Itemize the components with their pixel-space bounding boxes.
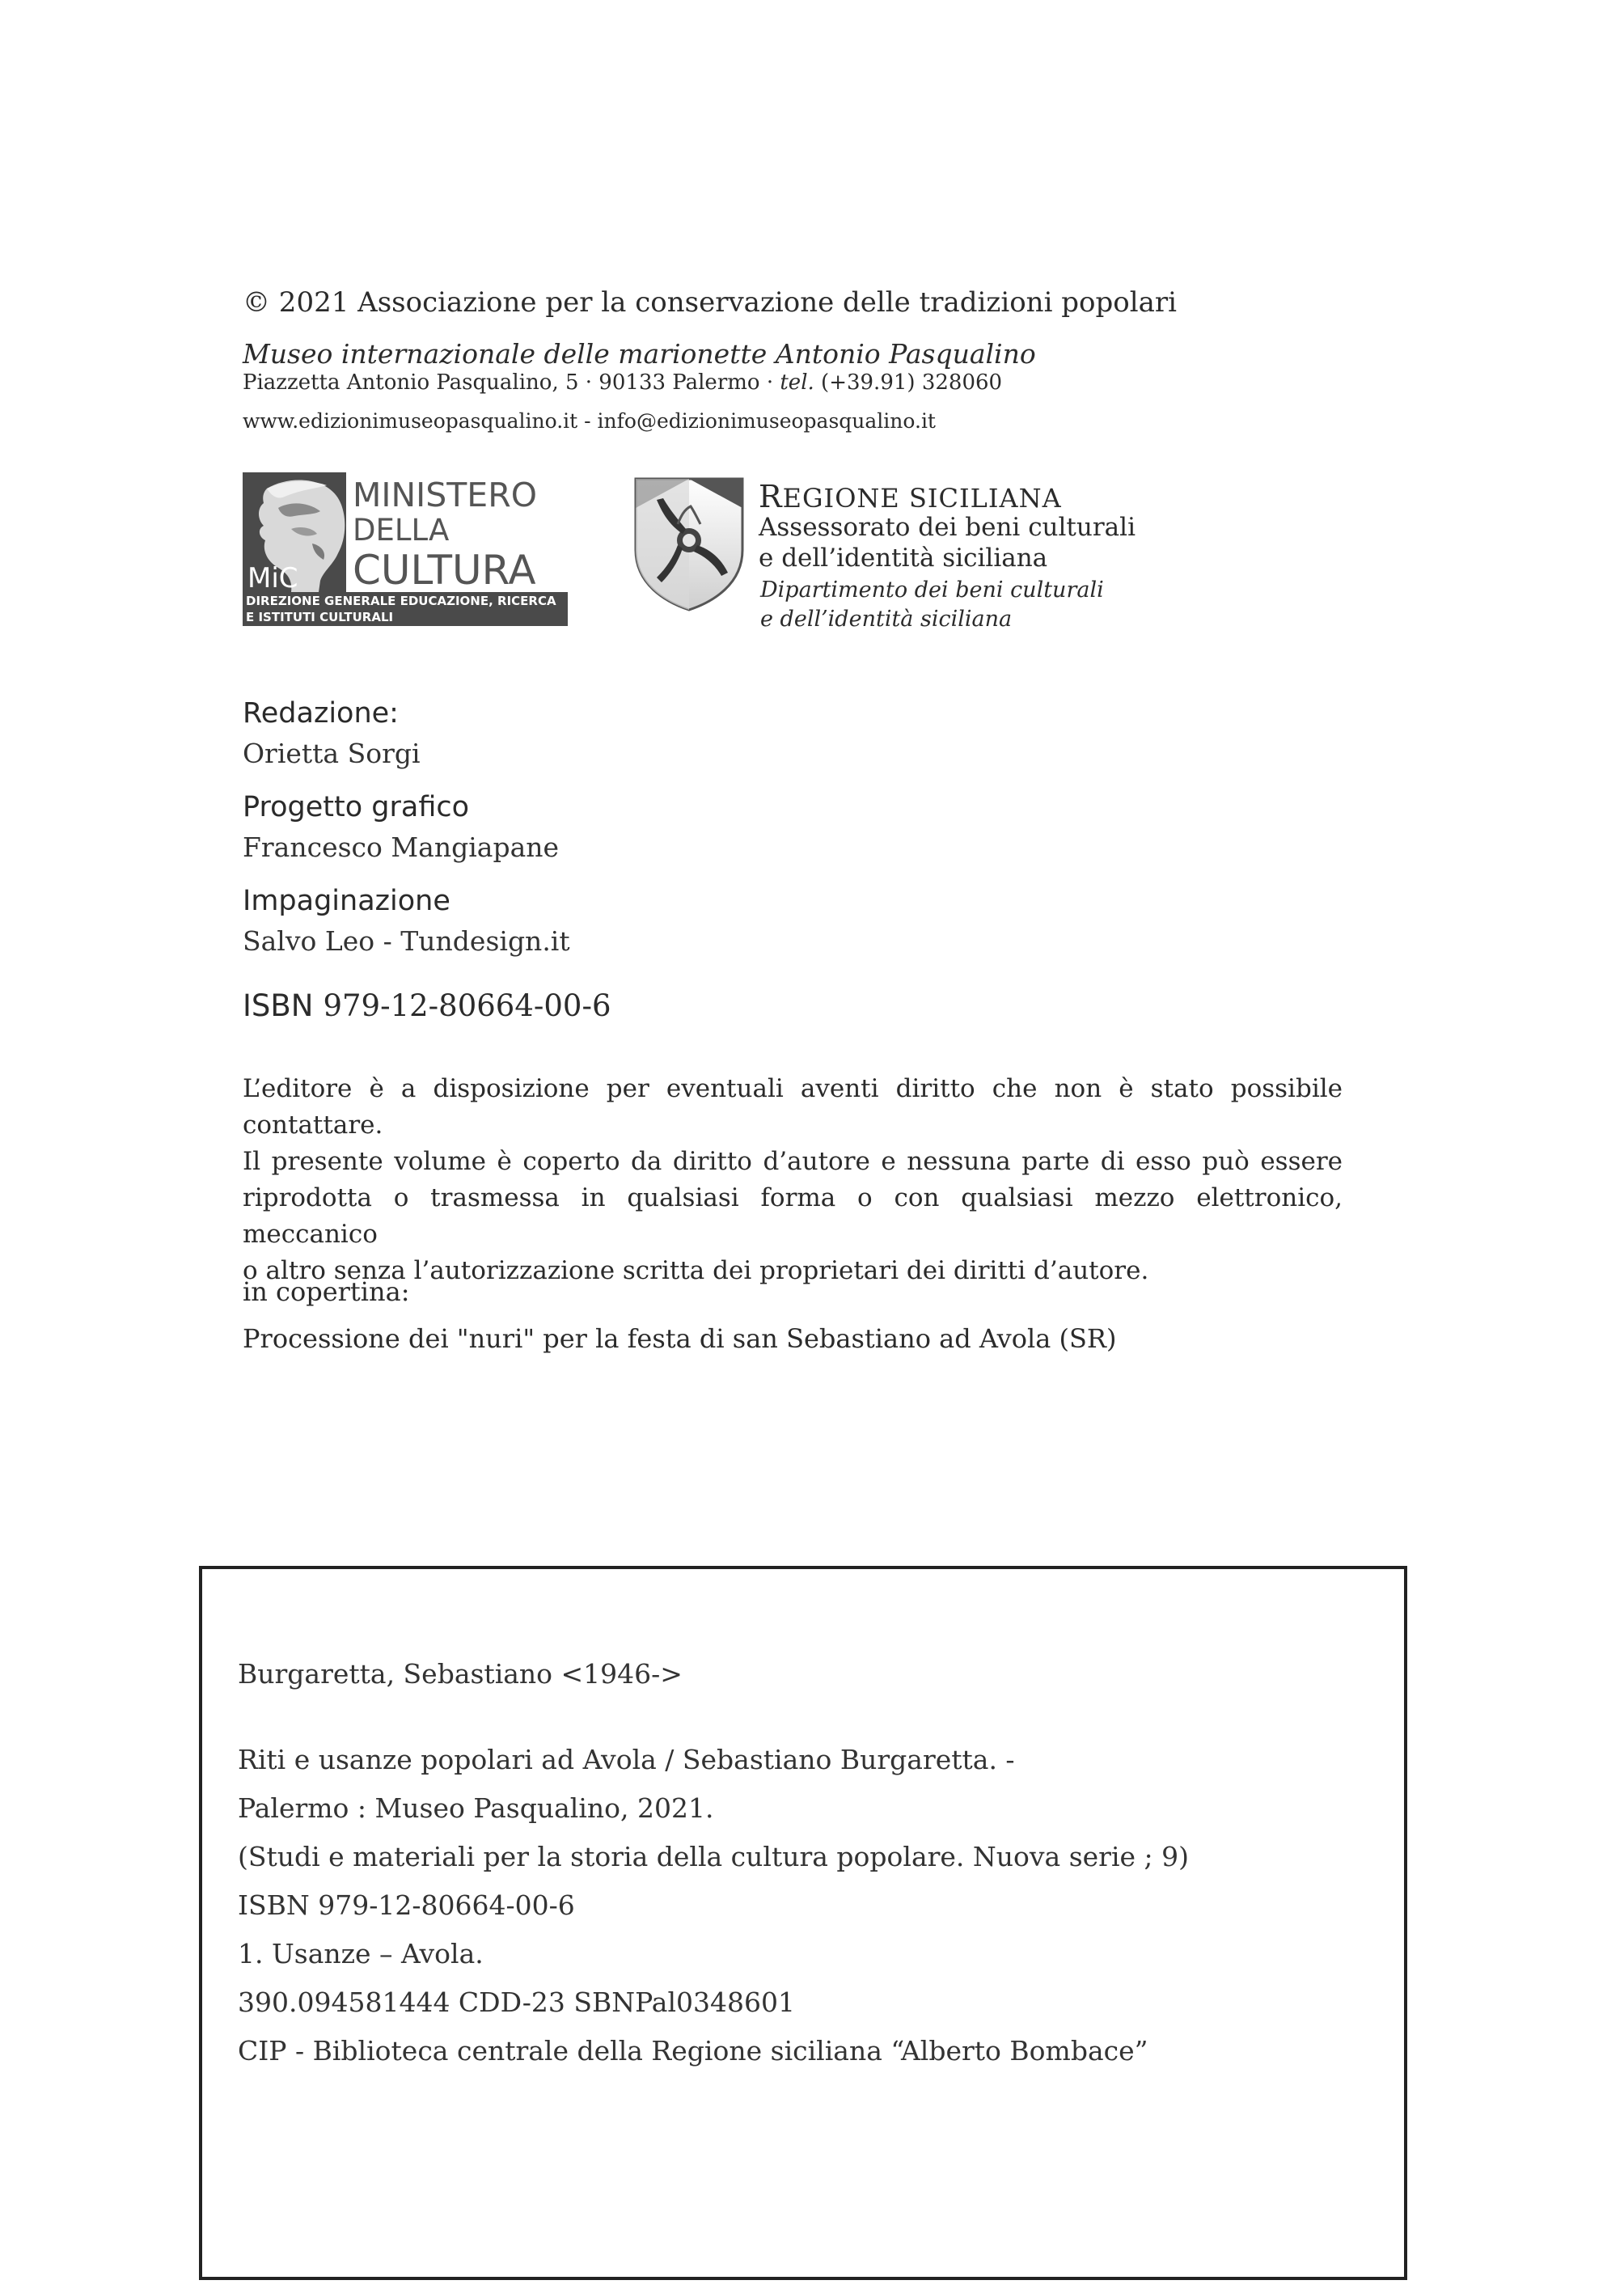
address-text: Piazzetta Antonio Pasqualino, 5 · 90133 Palermo ·: [243, 370, 780, 395]
regione-dipartimento: Dipartimento dei beni culturali: [760, 577, 1104, 603]
impaginazione-label: Impaginazione: [243, 885, 450, 917]
museum-address: [243, 370, 1002, 395]
trinacria-crest-icon: [632, 476, 746, 613]
cip-publisher: Palermo : Museo Pasqualino, 2021.: [238, 1792, 714, 1824]
mic-logo: [243, 472, 568, 626]
regione-title-initial: R: [759, 479, 783, 514]
cip-isbn: ISBN 979-12-80664-00-6: [238, 1889, 575, 1921]
cover-label: in copertina:: [243, 1276, 410, 1307]
museum-name: Museo internazionale delle marionette Antonio Pasqualino: [243, 338, 1036, 370]
regione-assessorato: Assessorato dei beni culturali: [759, 513, 1136, 542]
mic-line2: DELLA: [353, 513, 450, 548]
mic-badge: MiC: [247, 562, 298, 594]
museum-contacts: www.edizionimuseopasqualino.it - info@edizionimuseopasqualino.it: [243, 409, 936, 433]
copyright-notice: [243, 1071, 1343, 1289]
isbn-value: 979-12-80664-00-6: [323, 988, 611, 1023]
copyright-line: © 2021 Associazione per la conservazione delle tradizioni popolari: [243, 286, 1177, 319]
tel-label: tel.: [780, 370, 814, 395]
notice-line: L’editore è a disposizione per eventuali aventi diritto che non è stato possibile contattare.: [243, 1074, 1343, 1140]
mic-sub2: E ISTITUTI CULTURALI: [246, 610, 394, 624]
cip-record-box: [199, 1566, 1407, 2280]
cip-subject: 1. Usanze – Avola.: [238, 1938, 484, 1969]
tel-value: (+39.91) 328060: [814, 370, 1003, 395]
regione-title-rest: EGIONE SICILIANA: [782, 483, 1062, 514]
cover-description: Processione dei "nuri" per la festa di san Sebastiano ad Avola (SR): [243, 1323, 1117, 1354]
cip-series: (Studi e materiali per la storia della cultura popolare. Nuova serie ; 9): [238, 1841, 1189, 1872]
notice-line: Il presente volume è coperto da diritto d’autore e nessuna parte di esso può essere: [243, 1147, 1343, 1176]
mic-line3: CULTURA: [353, 547, 536, 594]
progetto-grafico-name: Francesco Mangiapane: [243, 831, 560, 863]
mic-sub1: DIREZIONE GENERALE EDUCAZIONE, RICERCA: [246, 594, 556, 608]
regione-assessorato-2: e dell’identità siciliana: [759, 544, 1048, 573]
notice-line: o altro senza l’autorizzazione scritta dei proprietari dei diritti d’autore.: [243, 1256, 1149, 1285]
notice-line: riprodotta o trasmessa in qualsiasi forma o con qualsiasi mezzo elettronico, meccanico: [243, 1183, 1343, 1249]
redazione-name: Orietta Sorgi: [243, 738, 421, 769]
cip-author: Burgaretta, Sebastiano <1946->: [238, 1658, 683, 1690]
redazione-label: Redazione:: [243, 697, 399, 730]
regione-dipartimento-2: e dell’identità siciliana: [760, 607, 1013, 632]
isbn-label: ISBN: [243, 988, 314, 1023]
cip-title: Riti e usanze popolari ad Avola / Sebastiano Burgaretta. -: [238, 1744, 1015, 1775]
isbn-line: [243, 988, 611, 1023]
progetto-grafico-label: Progetto grafico: [243, 791, 470, 823]
impaginazione-name: Salvo Leo - Tundesign.it: [243, 925, 570, 957]
regione-logo: [632, 476, 1136, 637]
cip-classification: 390.094581444 CDD-23 SBNPal0348601: [238, 1986, 795, 2018]
regione-title: [759, 479, 1062, 514]
mic-line1: MINISTERO: [353, 476, 537, 514]
cip-source: CIP - Biblioteca centrale della Regione siciliana “Alberto Bombace”: [238, 2035, 1148, 2067]
